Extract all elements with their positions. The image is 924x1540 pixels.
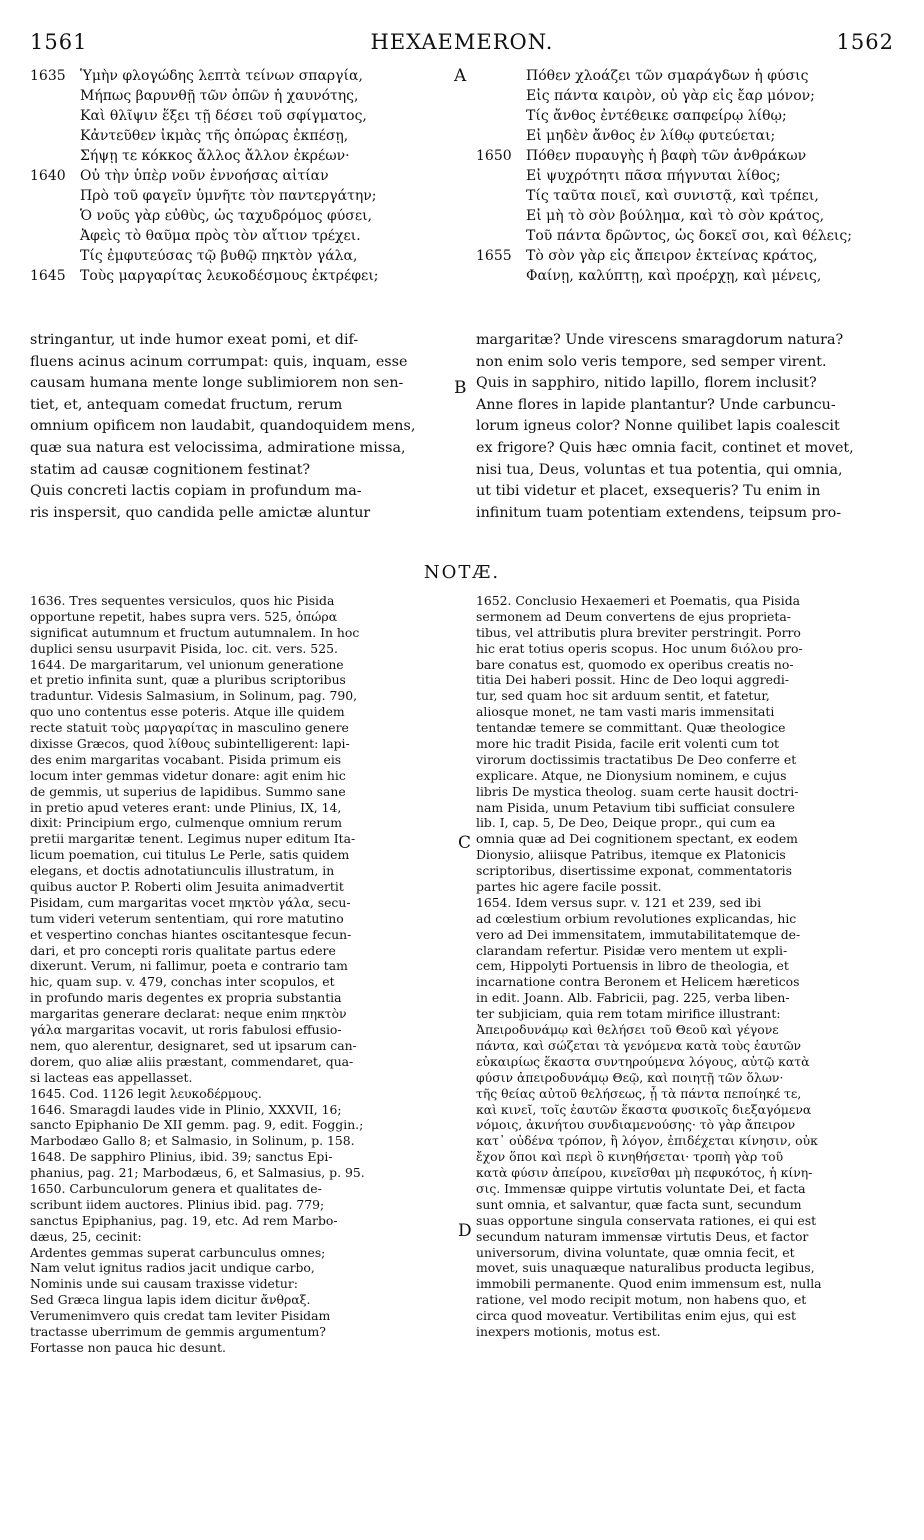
page-number-left: 1561 [30,30,88,54]
verse-text: Τίς ἐμφυτεύσας τῷ βυθῷ πηκτὸν γάλα, [80,248,358,264]
latin-line: omnium opificem non laudabit, quandoquidem mens, [30,418,416,435]
verse-line [476,106,894,126]
latin-translation-left [30,330,448,524]
note-line: tibus, vel attributis plura breviter perstringit. Porro [476,624,801,640]
note-line: quo uno contentus esse poteris. Atque ille quidem [30,704,345,720]
note-line: ἔχον ὅποι καὶ περὶ ὃ κινηθήσεται· τροπὴ γὰρ τοῦ [476,1149,784,1165]
note-line: Sed Græca lingua lapis idem dicitur ἄνθραξ. [30,1292,311,1308]
verse-text: Τὸ σὸν γὰρ εἰς ἄπειρον ἐκτείνας κράτος, [526,248,818,264]
note-line: dixisse Græcos, quod λίθους subintelligerent: lapi- [30,736,350,752]
verse-text: Σήψῃ τε κόκκος ἄλλος ἄλλον ἐκρέων· [80,148,350,164]
note-line: scribunt iidem auctores. Plinius ibid. pag. 779; [30,1196,325,1212]
line-number: 1655 [476,248,512,264]
note-line: aliosque monet, ne tam vasti maris immensitati [476,704,775,720]
verse-text: Οὐ τὴν ὑπὲρ νοῦν ἐννοήσας αἰτίαν [80,168,329,184]
greek-verse-right [476,66,894,286]
note-line: Verumenimvero quis credat tam leviter Pisidam [30,1308,331,1324]
note-line: dorem, quo aliæ aliis præstant, commendaret, qua- [30,1053,354,1069]
latin-line: lorum igneus color? Nonne quilibet lapis coalescit [476,418,840,435]
note-line: 1652. Conclusio Hexaemeri et Poematis, qua Pisida [476,593,801,608]
note-line: significat autumnum et fructum autumnalem. In hoc [30,624,360,640]
verse-text: Κἀντεῦθεν ἰκμὰς τῆς ὀπώρας ἐκπέσῃ, [80,128,349,144]
verse-text: Τίς ταῦτα ποιεῖ, καὶ συνιστᾷ, καὶ τρέπει, [526,188,819,204]
note-line: margaritas generare declarat: neque enim πηκτὸν [30,1006,347,1022]
note-line: de gemmis, ut superius de lapidibus. Summo sane [30,783,346,799]
note-line: sancto Epiphanio De XII gemm. pag. 9, edit. Foggin.; [30,1117,364,1133]
margin-mark-c: C [458,833,472,853]
note-line: εὐκαιρίως ἕκαστα συντηρούμενα λόγους, αὐτῷ κατὰ [476,1053,810,1069]
verse-text: Εἰς πάντα καιρὸν, οὐ γὰρ εἰς ἔαρ μόνον; [526,88,815,104]
line-number: 1650 [476,148,512,164]
verse-line [476,66,894,86]
note-line: ratione, vel modo recipit motum, non habens quo, et [476,1292,807,1308]
note-line: hic erat totius operis scopus. Hoc unum διόλου pro- [476,640,803,656]
latin-line: Quis in sapphiro, nitido lapillo, florem inclusit? [476,375,817,392]
note-line: 1646. Smaragdi laudes vide in Plinio, XXXVII, 16; [30,1101,342,1117]
note-line: sanctus Epiphanius, pag. 19, etc. Ad rem Marbo- [30,1212,338,1228]
note-line: καὶ κινεῖ, τοῖς ἑαυτῶν ἕκαστα φυσικοῖς διεξαγόμενα [476,1101,812,1117]
latin-line: Quis concreti lactis copiam in profundum ma- [30,483,362,500]
note-line: si lacteas eas appellasset. [30,1069,193,1085]
note-line: Ἀπειροδυνάμῳ καὶ θελήσει τοῦ Θεοῦ καὶ γέγονε [476,1022,779,1038]
note-line: dæus, 25, cecinit: [30,1228,142,1244]
note-line: suas opportune singula conservata rationes, ei qui est [476,1212,817,1228]
note-line: νόμοις, ἀκινήτου συνδιαμενούσης· τὸ γὰρ ἄπειρον [476,1117,796,1133]
note-line: ter subjiciam, quia rem totam mirifice illustrant: [476,1006,781,1022]
latin-line: infinitum tuam potentiam extendens, teipsum pro- [476,504,842,521]
note-line: nem, quo alerentur, designaret, sed ut ipsarum can- [30,1037,357,1053]
verse-text: Τίς ἄνθος ἐντέθεικε σαπφείρῳ λίθῳ; [526,108,787,124]
note-line: πάντα, καὶ σώζεται τὰ γενόμενα κατὰ τοὺς ἑαυτῶν [476,1037,802,1053]
note-line: Dionysio, aliisque Patribus, itemque ex Platonicis [476,847,786,863]
note-line: hic, quam sup. v. 479, conchas inter scopulos, et [30,974,335,990]
verse-text: Εἰ μὴ τὸ σὸν βούλημα, καὶ τὸ σὸν κράτος, [526,208,825,224]
latin-line: statim ad causæ cognitionem festinat? [30,461,311,478]
verse-line [30,186,442,206]
verse-line [30,166,442,186]
note-line: traduntur. Videsis Salmasium, in Solinum, pag. 790, [30,688,358,704]
latin-translation-right [476,330,894,524]
note-line: Marbodæo Gallo 8; et Salmasio, in Solinum, p. 158. [30,1133,355,1149]
line-number: 1635 [30,68,66,84]
latin-line: causam humana mente longe sublimiorem non sen- [30,375,404,392]
latin-line: ex frigore? Quis hæc omnia facit, continet et movet, [476,439,854,456]
note-line: 1636. Tres sequentes versiculos, quos hic Pisida [30,593,335,608]
verse-text: Εἰ ψυχρότητι πᾶσα πήγνυται λίθος; [526,168,781,184]
note-line: et pretio infinita sunt, quæ a pluribus scriptoribus [30,672,346,688]
margin-mark-a: A [454,66,467,86]
note-line: omnia quæ ad Dei cognitionem spectant, ex eodem [476,831,798,847]
note-line: γάλα margaritas vocavit, ut roris fabulosi effusio- [30,1022,342,1038]
verse-line [30,66,442,86]
verse-text: Φαίνῃ, καλύπτῃ, καὶ προέρχῃ, καὶ μένεις, [526,268,822,284]
note-line: vero ad Dei immensitatem, immutabilitatemque de- [476,926,801,942]
verse-line [476,166,894,186]
latin-line: ut tibi videtur et placet, exsequeris? Tu enim in [476,483,821,500]
verse-line [476,266,894,286]
note-line: partes hic agere facile possit. [476,879,662,895]
note-line: σις. Immensæ quippe virtutis voluntate Dei, et facta [476,1180,806,1196]
note-line: circa quod moveatur. Vertibilitas enim ejus, qui est [476,1308,796,1324]
note-line: virorum doctissimis tractatibus De Deo conferre et [476,751,797,767]
note-line: κατ᾽ οὐδένα τρόπον, ἢ λόγον, ἐπιδέχεται κίνησιν, οὐκ [476,1133,818,1149]
note-line: 1650. Carbunculorum genera et qualitates de- [30,1180,322,1196]
note-line: secundum naturam immensæ virtutis Deus, et factor [476,1228,809,1244]
line-number: 1640 [30,168,66,184]
note-line: cem, Hippolyti Portuensis in libro de theologia, et [476,958,789,974]
latin-line: margaritæ? Unde virescens smaragdorum natura? [476,332,844,348]
verse-line [476,146,894,166]
note-line: locum inter gemmas videtur donare: agit enim hic [30,767,346,783]
notes-left-column [30,593,452,1356]
note-line: tractasse uberrimum de gemmis argumentum? [30,1323,326,1339]
latin-line: non enim solo veris tempore, sed semper virent. [476,353,827,370]
verse-line [476,226,894,246]
notes-heading: NOTÆ. [423,562,501,583]
note-line: ad cœlestium orbium revolutiones explicandas, hic [476,910,797,926]
latin-line: nisi tua, Deus, voluntas et tua potentia, qui omnia, [476,461,843,478]
verse-line [30,126,442,146]
note-line: libris De mystica theolog. suam certe hausit doctri- [476,783,799,799]
latin-line: fluens acinus acinum corrumpat: quis, inquam, esse [30,353,408,370]
note-line: phanius, pag. 21; Marbodæus, 6, et Salmasius, p. 95. [30,1165,365,1181]
note-line: dixerunt. Verum, ni fallimur, poeta e contrario tam [30,958,348,974]
note-line: titia Dei haberi possit. Hinc de Deo loqui aggredi- [476,672,790,688]
verse-text: Πρὸ τοῦ φαγεῖν ὑμνῆτε τὸν παντεργάτην; [80,188,377,204]
verse-line [476,246,894,266]
verse-line [476,206,894,226]
verse-line [30,226,442,246]
note-line: τῆς θείας αὐτοῦ θελήσεως, ᾗ τὰ πάντα πεποίηκέ τε, [476,1085,802,1101]
note-line: Nominis unde sui causam traxisse videtur: [30,1276,298,1292]
note-line: opportune repetit, habes supra vers. 525, ὀπώρα [30,608,338,624]
note-line: et vespertino conchas hiantes oscitantesque fecun- [30,926,352,942]
note-line: lib. I, cap. 5, De Deo, Deique propr., qui cum ea [476,815,776,831]
note-line: nam Pisida, unum Petavium tibi sufficiat consulere [476,799,795,815]
verse-line [476,186,894,206]
note-line: des enim margaritas vocabant. Pisida primum eis [30,751,342,767]
verse-line [476,126,894,146]
note-line: recte statuit τοὺς μαργαρίτας in masculino genere [30,720,349,736]
verse-line [30,146,442,166]
note-line: sunt omnia, et salvantur, quæ facta sunt, secundum [476,1196,802,1212]
note-line: in profundo maris degentes ex propria substantia [30,990,342,1006]
verse-text: Μήπως βαρυνθῇ τῶν ὀπῶν ἡ χαυνότης, [80,88,359,104]
note-line: 1654. Idem versus supr. v. 121 et 239, sed ibi [476,894,762,910]
verse-text: Ἀφεὶς τὸ θαῦμα πρὸς τὸν αἴτιον τρέχει. [80,228,361,244]
note-line: immobili permanente. Quod enim immensum est, nulla [476,1276,822,1292]
note-line: φύσιν ἀπειροδυνάμῳ Θεῷ, καὶ ποιητῇ τῶν ὅλων· [476,1069,784,1085]
note-line: incarnatione contra Beronem et Helicem hæreticos [476,974,800,990]
verse-text: Εἰ μηδὲν ἄνθος ἐν λίθῳ φυτεύεται; [526,128,776,144]
verse-text: Τοὺς μαργαρίτας λευκοδέσμους ἐκτρέφει; [80,268,379,284]
verse-line [476,86,894,106]
verse-text: Πόθεν χλοάζει τῶν σμαράγδων ἡ φύσις [526,68,809,84]
verse-line [30,266,442,286]
note-line: tentandæ temere se committant. Quæ theologice [476,720,786,736]
note-line: sermonem ad Deum convertens de ejus proprieta- [476,608,791,624]
note-line: pretii margaritæ tenent. Legimus nuper editum Ita- [30,831,356,847]
note-line: in pretio apud veteres erant: unde Plinius, IX, 14, [30,799,342,815]
note-line: Nam velut ignitus radios jacit undique carbo, [30,1260,315,1276]
note-line: dixit: Principium ergo, culmenque omnium rerum [30,815,342,831]
verse-text: Καὶ θλῖψιν ἕξει τῇ δέσει τοῦ σφίγματος, [80,108,367,124]
verse-line [30,206,442,226]
note-line: 1648. De sapphiro Plinius, ibid. 39; sanctus Epi- [30,1149,333,1165]
note-line: scriptoribus, disertissime exponat, commentatoris [476,863,792,879]
latin-line: quæ sua natura est velocissima, admiratione missa, [30,439,406,456]
margin-mark-d: D [458,1221,472,1241]
note-line: Fortasse non pauca hic desunt. [30,1339,226,1355]
latin-line: ris inspersit, quo candida pelle amictæ aluntur [30,504,371,521]
note-line: tur, sed quam hoc sit arduum sentit, et fatetur, [476,688,770,704]
verse-line [30,106,442,126]
verse-line [30,86,442,106]
margin-mark-b: B [454,378,467,398]
verse-text: Πόθεν πυραυγὴς ἡ βαφὴ τῶν ἀνθράκων [526,148,807,164]
note-line: Pisidam, cum margaritas vocet πηκτὸν γάλα, secu- [30,894,351,910]
verse-line [30,246,442,266]
note-line: in edit. Joann. Alb. Fabricii, pag. 225, verba liben- [476,990,790,1006]
note-line: tum videri veterum sententiam, qui rore matutino [30,910,344,926]
note-line: explicare. Atque, ne Dionysium nominem, e cujus [476,767,787,783]
note-line: Ardentes gemmas superat carbunculus omnes; [30,1244,326,1260]
verse-text: Τοῦ πάντα δρῶντος, ὡς δοκεῖ σοι, καὶ θέλεις; [526,228,852,244]
note-line: clarandam refertur. Pisidæ vero mentem ut expli- [476,942,788,958]
note-line: duplici sensu usurpavit Pisida, loc. cit. vers. 525. [30,640,338,656]
note-line: movet, suis unaquæque naturalibus producta legibus, [476,1260,815,1276]
note-line: bare conatus est, quomodo ex operibus creatis no- [476,656,794,672]
latin-line: Anne flores in lapide plantantur? Unde carbuncu- [476,396,836,413]
running-title: HEXAEMERON. [370,30,554,54]
line-number: 1645 [30,268,66,284]
note-line: 1645. Cod. 1126 legit λευκοδέρμους. [30,1085,262,1101]
page-header [30,30,894,56]
note-line: elegans, et doctis adnotatiunculis illustratum, in [30,863,335,879]
note-line: inexpers motionis, motus est. [476,1323,661,1339]
latin-line: stringantur, ut inde humor exeat pomi, et dif- [30,332,359,348]
note-line: universorum, divina voluntate, quæ omnia fecit, et [476,1244,795,1260]
notes-right-column [476,593,894,1340]
note-line: more hic tradit Pisida, facile erit volenti cum tot [476,736,780,752]
verse-text: Ὑμὴν φλογώδης λεπτὰ τείνων σπαργία, [80,68,363,84]
latin-line: tiet, et, antequam comedat fructum, rerum [30,396,343,413]
note-line: 1644. De margaritarum, vel unionum generatione [30,656,344,672]
note-line: licum poemation, cui titulus Le Perle, satis quidem [30,847,350,863]
note-line: dari, et pro concepti roris qualitate partus edere [30,942,336,958]
note-line: quibus auctor P. Roberti olim Jesuita animadvertit [30,879,344,895]
greek-verse-left [30,66,442,286]
page-number-right: 1562 [836,30,894,54]
verse-text: Ὁ νοῦς γὰρ εὐθὺς, ὡς ταχυδρόμος φύσει, [80,208,373,224]
note-line: κατὰ φύσιν ἀπείρου, κινεῖσθαι μὴ πεφυκότος, ἡ κίνη- [476,1165,813,1181]
